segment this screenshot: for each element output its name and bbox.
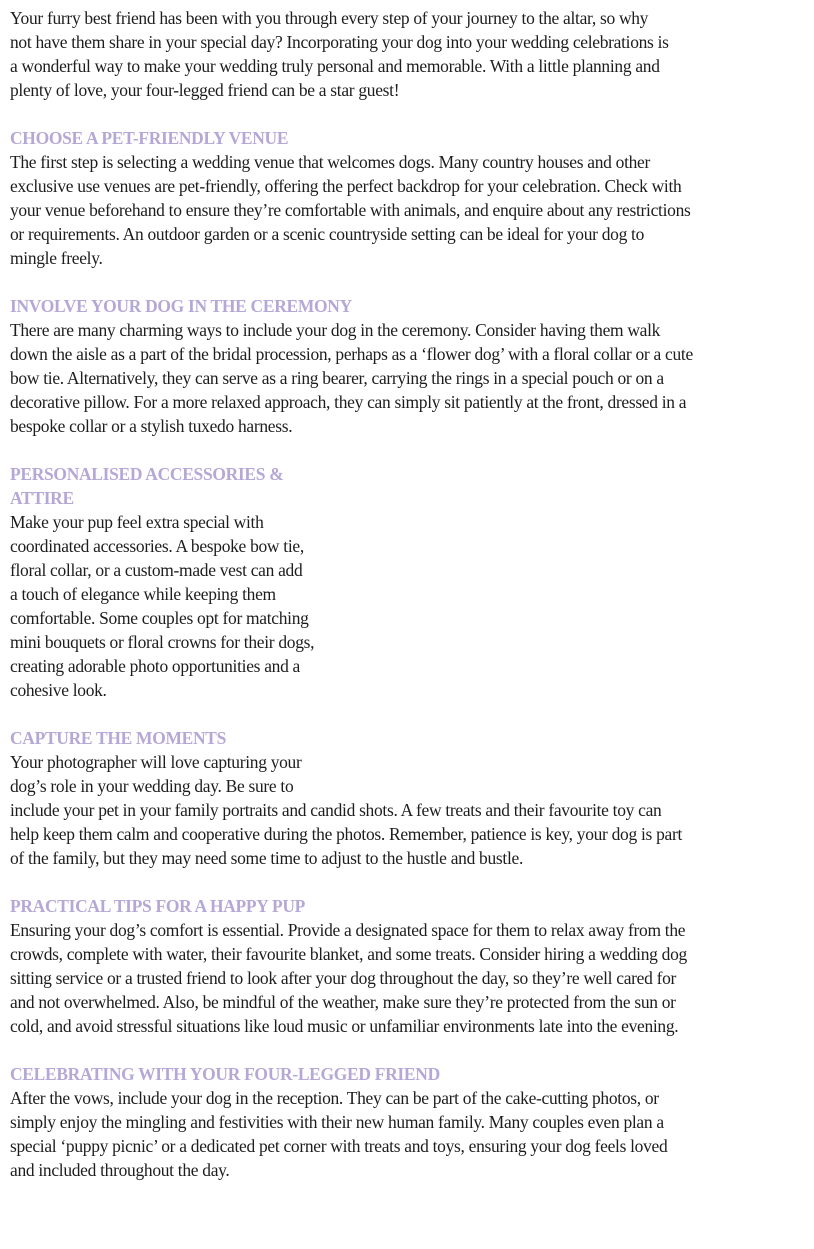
text-line: a touch of elegance while keeping them xyxy=(10,584,276,604)
text-line: include your pet in your family portraits and candid shots. A few treats and their favourite toy can xyxy=(10,800,662,820)
heading-line: ATTIRE xyxy=(10,488,74,508)
section-heading-celebrating xyxy=(10,1062,810,1086)
text-line: crowds, complete with water, their favourite blanket, and some treats. Consider hiring a wedding dog xyxy=(10,944,687,964)
heading-line: INVOLVE YOUR DOG IN THE CEREMONY xyxy=(10,296,352,316)
text-line: After the vows, include your dog in the reception. They can be part of the cake-cutting photos, or xyxy=(10,1088,659,1108)
text-line: of the family, but they may need some time to adjust to the hustle and bustle. xyxy=(10,848,524,868)
article-body xyxy=(10,6,810,1182)
text-line: There are many charming ways to include your dog in the ceremony. Consider having them walk xyxy=(10,320,661,340)
heading-line: PERSONALISED ACCESSORIES & xyxy=(10,464,284,484)
section-paragraph-celebrating xyxy=(10,1086,810,1182)
section-paragraph-tips xyxy=(10,918,810,1038)
text-line: comfortable. Some couples opt for matching xyxy=(10,608,309,628)
text-line: exclusive use venues are pet-friendly, offering the perfect backdrop for your celebration. Check with xyxy=(10,176,682,196)
text-line: decorative pillow. For a more relaxed approach, they can simply sit patiently at the front, dressed in a xyxy=(10,392,687,412)
section-heading-moments xyxy=(10,726,810,750)
text-line: bow tie. Alternatively, they can serve as a ring bearer, carrying the rings in a special pouch or on a xyxy=(10,368,664,388)
text-line: The first step is selecting a wedding venue that welcomes dogs. Many country houses and other xyxy=(10,152,651,172)
text-line: coordinated accessories. A bespoke bow tie, xyxy=(10,536,304,556)
text-line: plenty of love, your four-legged friend can be a star guest! xyxy=(10,80,400,100)
section-heading-venue xyxy=(10,126,810,150)
heading-line: CELEBRATING WITH YOUR FOUR-LEGGED FRIEND xyxy=(10,1064,440,1084)
text-line: Your photographer will love capturing your xyxy=(10,752,302,772)
section-heading-ceremony xyxy=(10,294,810,318)
text-line: cold, and avoid stressful situations like loud music or unfamiliar environments late into the evening. xyxy=(10,1016,679,1036)
text-line: special ‘puppy picnic’ or a dedicated pet corner with treats and toys, ensuring your dog feels loved xyxy=(10,1136,668,1156)
text-line: not have them share in your special day? Incorporating your dog into your wedding celebrations is xyxy=(10,32,669,52)
section-paragraph-venue xyxy=(10,150,810,270)
text-line: and not overwhelmed. Also, be mindful of the weather, make sure they’re protected from the sun or xyxy=(10,992,676,1012)
text-line: down the aisle as a part of the bridal procession, perhaps as a ‘flower dog’ with a floral collar or a cute xyxy=(10,344,693,364)
heading-line: CAPTURE THE MOMENTS xyxy=(10,728,227,748)
text-line: and included throughout the day. xyxy=(10,1160,230,1180)
text-line: your venue beforehand to ensure they’re comfortable with animals, and enquire about any restrictions xyxy=(10,200,691,220)
text-line: or requirements. An outdoor garden or a scenic countryside setting can be ideal for your dog to xyxy=(10,224,645,244)
text-line: sitting service or a trusted friend to look after your dog throughout the day, so they’re well cared for xyxy=(10,968,677,988)
heading-line: CHOOSE A PET-FRIENDLY VENUE xyxy=(10,128,289,148)
text-line: simply enjoy the mingling and festivities with their new human family. Many couples even plan a xyxy=(10,1112,664,1132)
text-line: bespoke collar or a stylish tuxedo harness. xyxy=(10,416,293,436)
intro-paragraph xyxy=(10,6,810,102)
section-paragraph-ceremony xyxy=(10,318,810,438)
text-line: Make your pup feel extra special with xyxy=(10,512,264,532)
heading-line: PRACTICAL TIPS FOR A HAPPY PUP xyxy=(10,896,305,916)
text-line: mini bouquets or floral crowns for their dogs, xyxy=(10,632,315,652)
text-line: cohesive look. xyxy=(10,680,107,700)
text-line: creating adorable photo opportunities and a xyxy=(10,656,301,676)
text-line: floral collar, or a custom-made vest can add xyxy=(10,560,303,580)
section-paragraph-accessories xyxy=(10,510,810,702)
text-line: help keep them calm and cooperative during the photos. Remember, patience is key, your dog is part xyxy=(10,824,683,844)
text-line: a wonderful way to make your wedding truly personal and memorable. With a little planning and xyxy=(10,56,660,76)
section-paragraph-moments xyxy=(10,750,810,870)
section-heading-tips xyxy=(10,894,810,918)
text-line: Your furry best friend has been with you through every step of your journey to the altar, so why xyxy=(10,8,649,28)
text-line: mingle freely. xyxy=(10,248,103,268)
text-line: Ensuring your dog’s comfort is essential. Provide a designated space for them to relax away from the xyxy=(10,920,686,940)
text-line: dog’s role in your wedding day. Be sure to xyxy=(10,776,294,796)
section-heading-accessories xyxy=(10,462,810,510)
